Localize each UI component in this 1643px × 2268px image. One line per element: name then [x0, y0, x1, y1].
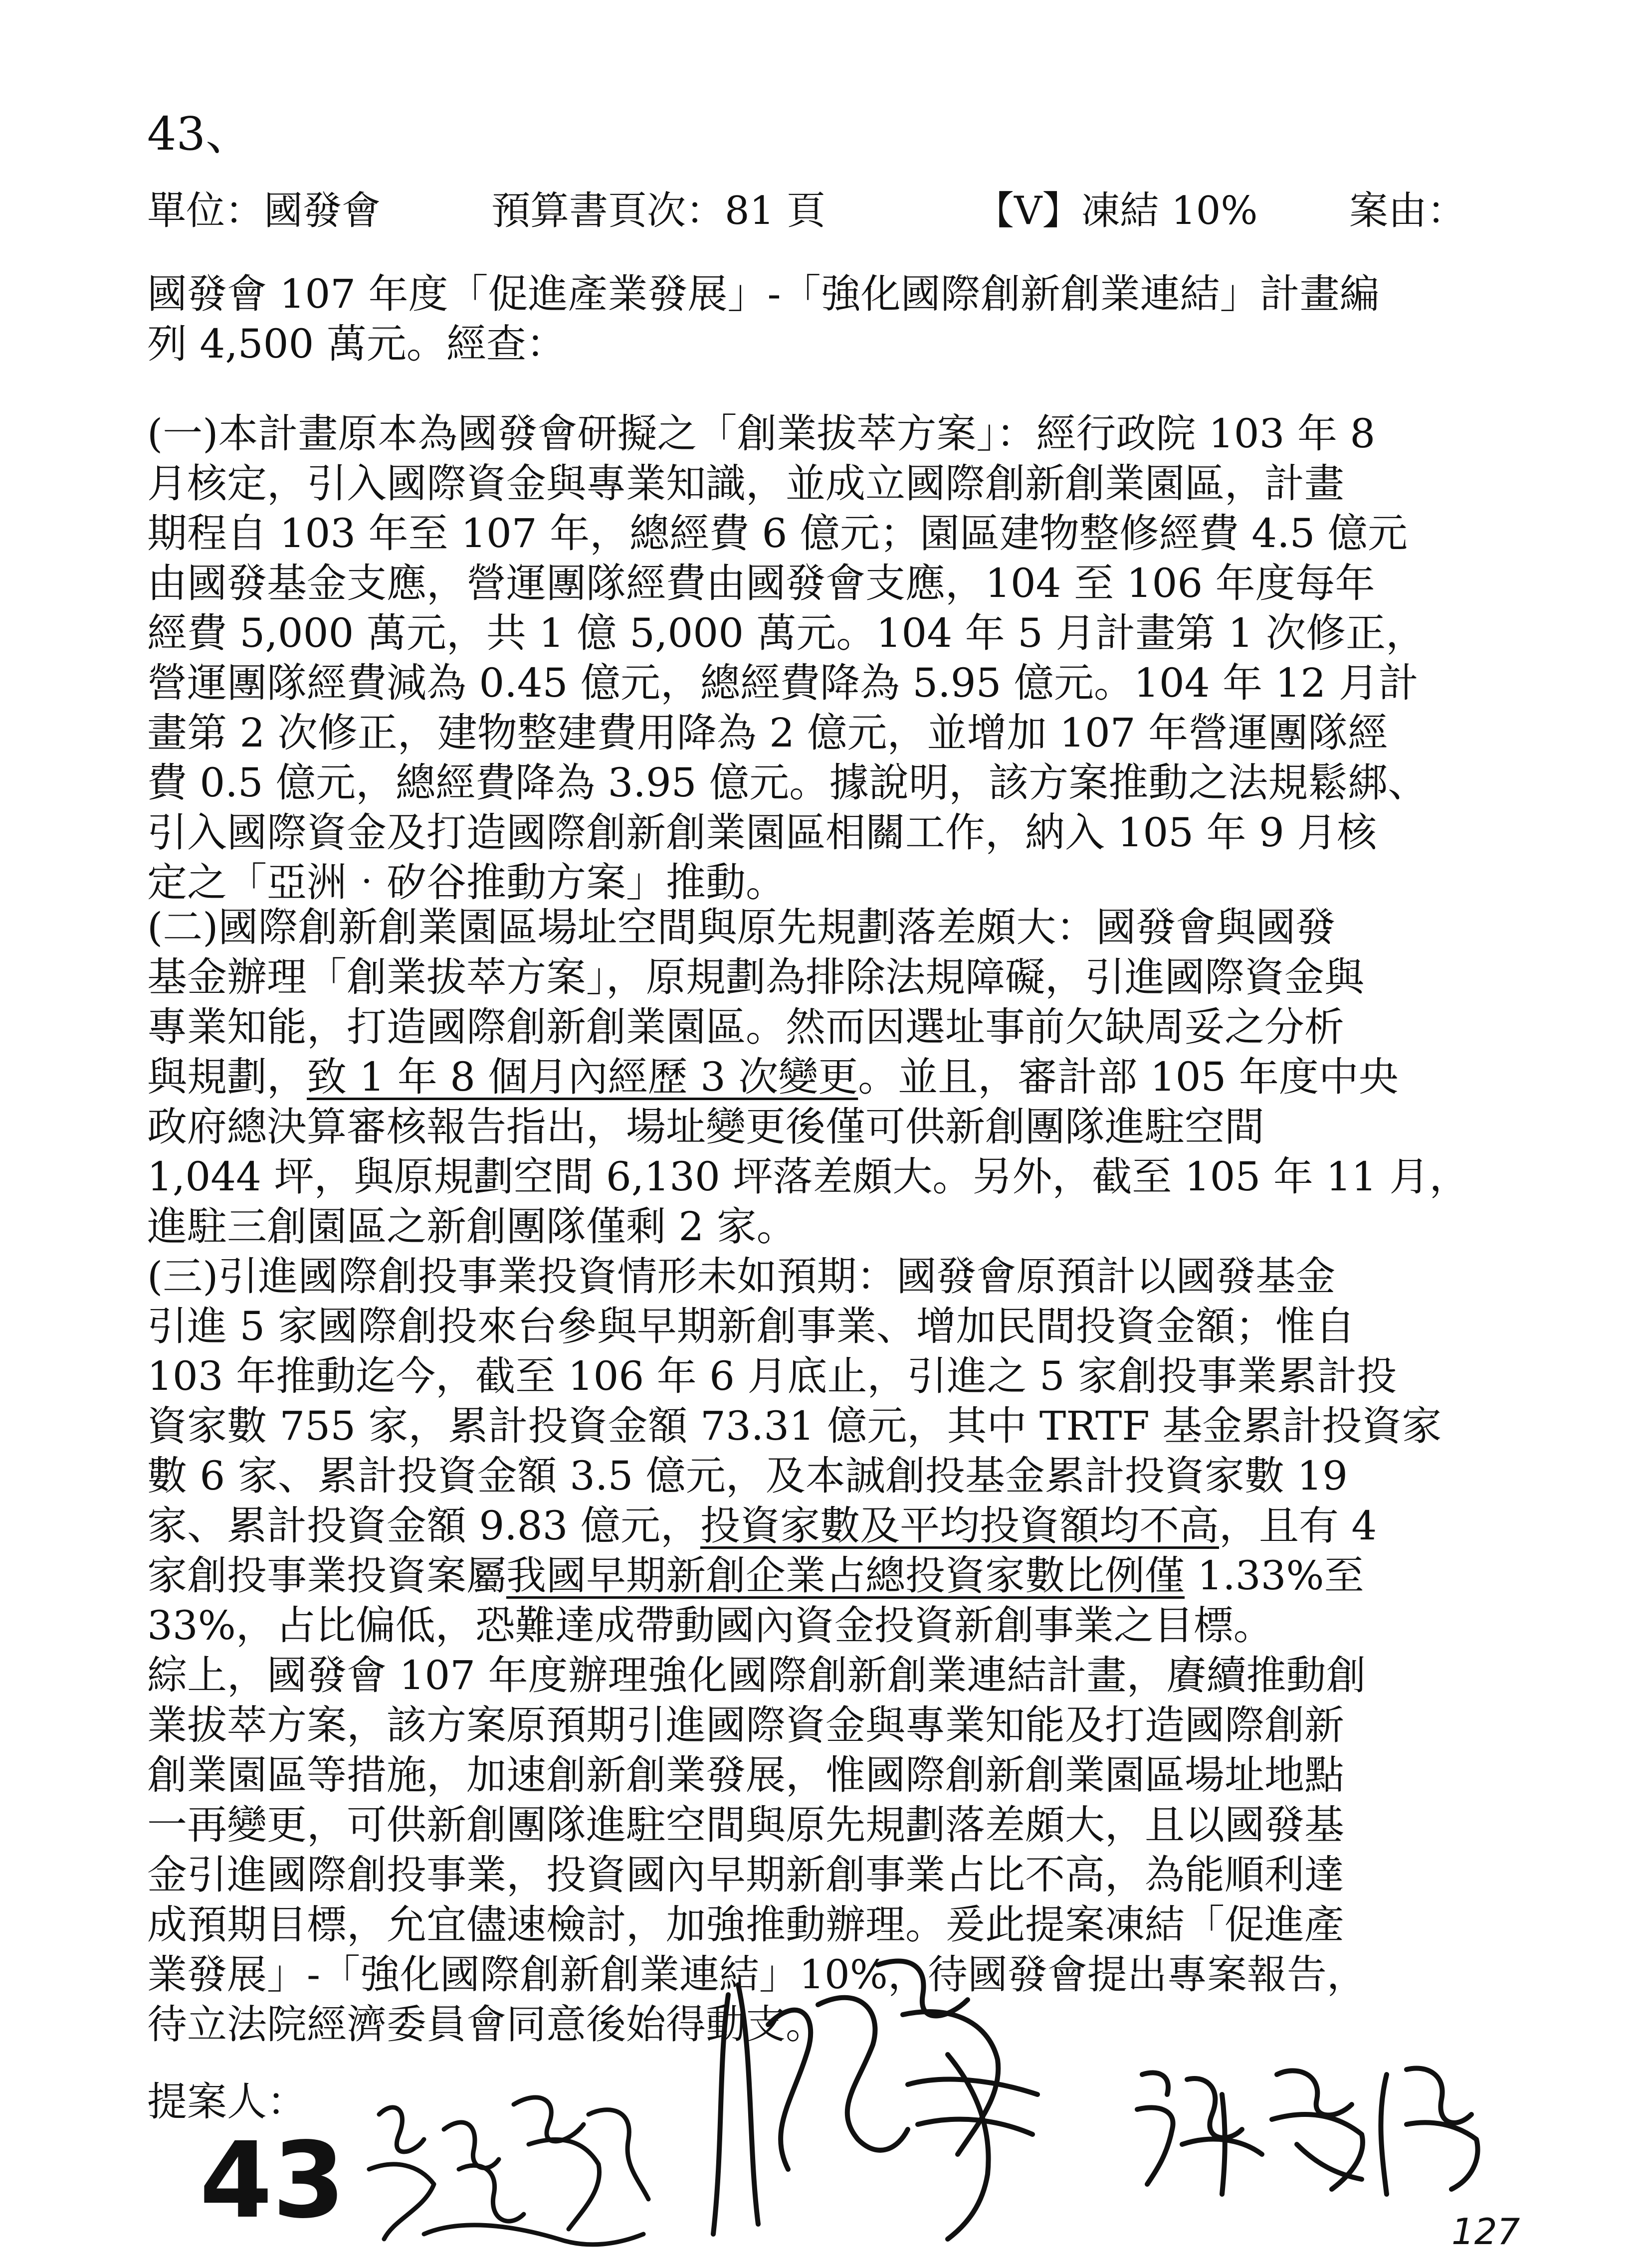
- conclusion-line: 成預期目標，允宜儘速檢討，加強推動辦理。爰此提案凍結「促進產: [147, 1901, 1344, 1948]
- section-2-text: 。並且，審計部 105 年度中央: [858, 1054, 1399, 1100]
- conclusion-line: 待立法院經濟委員會同意後始得動支。: [147, 2001, 825, 2048]
- section-1-line: 營運團隊經費減為 0.45 億元，總經費降為 5.95 億元。104 年 12 月計: [147, 660, 1419, 706]
- freeze-label: 【V】凍結 10%: [975, 189, 1258, 233]
- handwritten-number-text: 43: [200, 2119, 346, 2239]
- section-1-line: 定之「亞洲‧矽谷推動方案」推動。: [147, 859, 786, 906]
- section-3-line: 數 6 家、累計投資金額 3.5 億元，及本誠創投基金累計投資家數 19: [147, 1453, 1348, 1499]
- handwritten-page-number: [1446, 2204, 1546, 2259]
- underlined-text: 我國早期新創企業占總投資家數比例僅: [506, 1552, 1185, 1599]
- section-1-line: 由國發基金支應，營運團隊經費由國發會支應，104 至 106 年度每年: [147, 560, 1375, 606]
- section-1-line: 經費 5,000 萬元，共 1 億 5,000 萬元。104 年 5 月計畫第 1 次修正，: [147, 610, 1426, 656]
- section-2-line: 進駐三創園區之新創團隊僅剩 2 家。: [147, 1203, 797, 1250]
- section-3-paragraph: [147, 1252, 1494, 1651]
- header-row: [147, 180, 1494, 239]
- handwritten-page-number-text: 127: [1451, 2211, 1520, 2253]
- unit-label: 單位：國發會: [147, 189, 381, 233]
- conclusion-line: 業發展」-「強化國際創新創業連結」10%，待國發會提出專案報告，: [147, 1951, 1367, 1998]
- section-3-line: [147, 1551, 1494, 1601]
- conclusion-line: 綜上，國發會 107 年度辦理強化國際創新創業連結計畫，賡續推動創: [147, 1652, 1366, 1699]
- item-number: 43、: [147, 107, 252, 161]
- section-1-paragraph: [147, 409, 1494, 908]
- conclusion-line: 一再變更，可供新創團隊進駐空間與原先規劃落差頗大，且以國發基: [147, 1802, 1344, 1848]
- section-3-text: 家創投事業投資案屬: [147, 1552, 506, 1599]
- underlined-text: 投資家數及平均投資額均不高: [700, 1503, 1219, 1549]
- section-2-line: [147, 1052, 1494, 1102]
- section-2-line: 1,044 坪，與原規劃空間 6,130 坪落差頗大。另外，截至 105 年 11 月，: [147, 1153, 1469, 1200]
- conclusion-line: 金引進國際創投事業，投資國內早期新創事業占比不高，為能順利達: [147, 1852, 1344, 1898]
- section-1-line: 費 0.5 億元，總經費降為 3.95 億元。據說明，該方案推動之法規鬆綁、: [147, 759, 1428, 806]
- section-3-line: 引進 5 家國際創投來台參與早期新創事業、增加民間投資金額；惟自: [147, 1303, 1355, 1349]
- case-label: 案由：: [1349, 189, 1466, 233]
- section-1-line: (一)本計畫原本為國發會研擬之「創業拔萃方案」：經行政院 103 年 8: [147, 410, 1376, 457]
- section-3-line: 資家數 755 家，累計投資金額 73.31 億元，其中 TRTF 基金累計投資家: [147, 1403, 1442, 1449]
- signature-2: [668, 1935, 1057, 2254]
- section-3-line: [147, 1501, 1494, 1551]
- section-1-line: 月核定，引入國際資金與專業知識，並成立國際創新創業園區，計畫: [147, 460, 1344, 507]
- section-1-line: 期程自 103 年至 107 年，總經費 6 億元；園區建物整修經費 4.5 億元: [147, 510, 1408, 557]
- section-3-line: 33%，占比偏低，恐難達成帶動國內資金投資新創事業之目標。: [147, 1602, 1273, 1649]
- conclusion-line: 業拔萃方案，該方案原預期引進國際資金與專業知能及打造國際創新: [147, 1702, 1344, 1748]
- intro-line: 列 4,500 萬元。經查：: [147, 321, 566, 367]
- proposer-label: 提案人：: [147, 2079, 307, 2125]
- signature-1: [349, 2070, 658, 2268]
- intro-line: 國發會 107 年度「促進產業發展」-「強化國際創新創業連結」計畫編: [147, 271, 1380, 317]
- handwritten-number-43: [195, 2109, 364, 2239]
- section-2-line: 基金辦理「創業拔萃方案」，原規劃為排除法規障礙，引進國際資金與: [147, 954, 1364, 1000]
- section-3-line: (三)引進國際創投事業投資情形未如預期：國發會原預計以國發基金: [147, 1253, 1336, 1300]
- budget-page-label: 預算書頁次：81 頁: [491, 189, 826, 233]
- section-3-line: 103 年推動迄今，截至 106 年 6 月底止，引進之 5 家創投事業累計投: [147, 1353, 1397, 1399]
- section-2-paragraph: [147, 903, 1494, 1252]
- section-2-line: (二)國際創新創業園區場址空間與原先規劃落差頗大：國發會與國發: [147, 904, 1336, 950]
- section-1-line: 畫第 2 次修正，建物整建費用降為 2 億元，並增加 107 年營運團隊經: [147, 710, 1388, 756]
- section-2-text: 與規劃，: [147, 1054, 307, 1100]
- conclusion-line: 創業園區等措施，加速創新創業發展，惟國際創新創業園區場址地點: [147, 1752, 1344, 1798]
- intro-paragraph: [147, 269, 1494, 369]
- underlined-text: 致 1 年 8 個月內經歷 3 次變更: [307, 1054, 858, 1100]
- section-2-line: 政府總決算審核報告指出，場址變更後僅可供新創團隊進駐空間: [147, 1104, 1264, 1150]
- signature-3: [1127, 2045, 1506, 2204]
- section-3-text: 1.33%至: [1185, 1552, 1364, 1599]
- section-3-text: 家、累計投資金額 9.83 億元，: [147, 1503, 700, 1549]
- section-1-line: 引入國際資金及打造國際創新創業園區相關工作，納入 105 年 9 月核: [147, 809, 1377, 856]
- section-2-line: 專業知能，打造國際創新創業園區。然而因選址事前欠缺周妥之分析: [147, 1004, 1344, 1050]
- section-3-text: ，且有 4: [1219, 1503, 1377, 1549]
